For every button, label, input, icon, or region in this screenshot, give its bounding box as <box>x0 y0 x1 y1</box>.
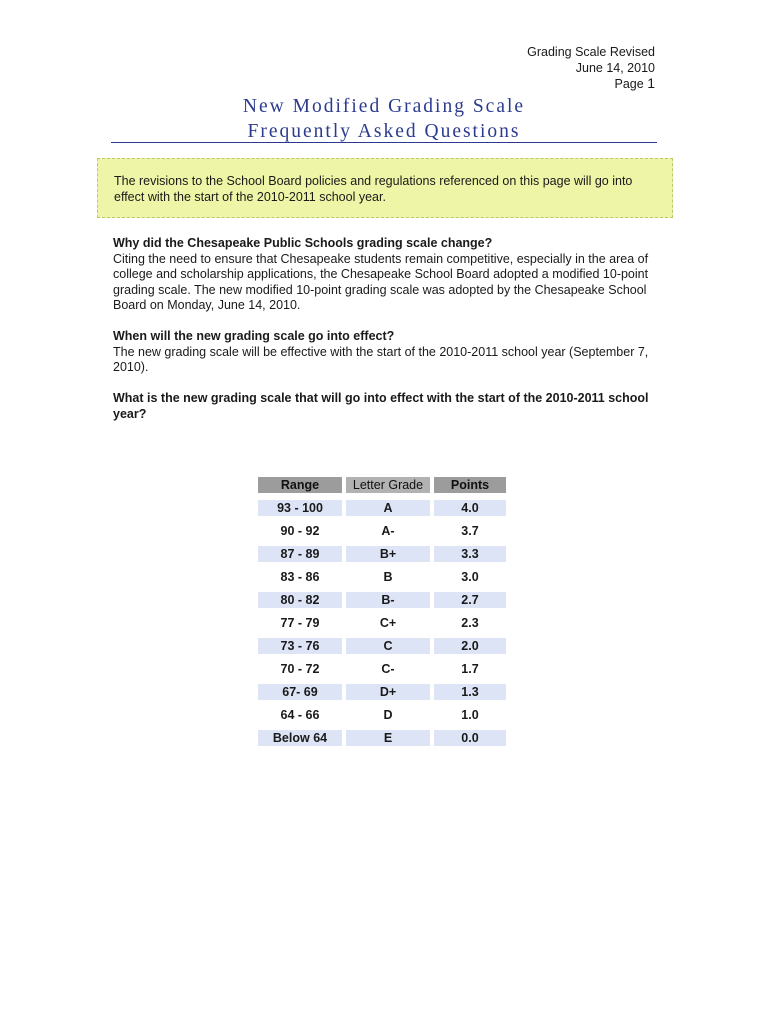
page-indicator <box>527 76 655 93</box>
table-row <box>258 638 506 654</box>
table-header-row <box>258 477 506 493</box>
faq-question: What is the new grading scale that will go into effect with the start of the 2010-2011 school year? <box>113 391 649 421</box>
cell-points: 1.0 <box>461 708 479 722</box>
cell-letter-grade: C <box>346 638 430 654</box>
grading-scale-table <box>254 470 510 753</box>
table-row <box>258 707 506 723</box>
cell-letter-grade: C+ <box>379 616 397 630</box>
table-row <box>258 684 506 700</box>
faq-item <box>113 391 658 422</box>
cell-letter-grade: E <box>346 730 430 746</box>
cell-points: 2.3 <box>461 616 479 630</box>
column-header-range: Range <box>258 477 342 493</box>
table-row <box>258 730 506 746</box>
cell-letter-grade: A- <box>381 524 395 538</box>
cell-points: 2.0 <box>434 638 506 654</box>
table-row <box>258 615 506 631</box>
column-header-points: Points <box>434 477 506 493</box>
cell-range: 64 - 66 <box>280 708 320 722</box>
notice-box <box>97 158 673 218</box>
cell-range: 73 - 76 <box>258 638 342 654</box>
notice-text: The revisions to the School Board policies and regulations referenced on this page will go into effect with the start of the 2010-2011 school year. <box>114 174 633 204</box>
cell-points: 0.0 <box>434 730 506 746</box>
table-row <box>258 546 506 562</box>
title-line-2: Frequently Asked Questions <box>247 121 521 142</box>
table-row <box>258 523 506 539</box>
table-row <box>258 500 506 516</box>
cell-letter-grade: D+ <box>346 684 430 700</box>
cell-range: 70 - 72 <box>280 662 320 676</box>
cell-letter-grade: B <box>383 570 393 584</box>
table-row <box>258 592 506 608</box>
cell-points: 1.3 <box>434 684 506 700</box>
cell-range: 77 - 79 <box>280 616 320 630</box>
faq-question: Why did the Chesapeake Public Schools grading scale change? <box>113 236 493 250</box>
column-header-letter-grade: Letter Grade <box>346 477 430 493</box>
faq-item <box>113 236 658 314</box>
document-date: June 14, 2010 <box>575 60 655 75</box>
cell-letter-grade: B- <box>346 592 430 608</box>
faq-answer: Citing the need to ensure that Chesapeake students remain competitive, especially in the area of college and scholarship applications, the Chesapeake School Board adopted a modified 10-point grading scale. The new modified 10-point grading scale was adopted by the Chesapeake School Board on Monday, June 14, 2010. <box>113 251 649 312</box>
faq-answer: The new grading scale will be effective with the start of the 2010-2011 school year (September 7, 2010). <box>113 344 649 374</box>
cell-range: 93 - 100 <box>258 500 342 516</box>
cell-range: Below 64 <box>258 730 342 746</box>
cell-points: 2.7 <box>434 592 506 608</box>
cell-letter-grade: A <box>346 500 430 516</box>
cell-range: 87 - 89 <box>258 546 342 562</box>
cell-range: 80 - 82 <box>258 592 342 608</box>
cell-range: 67- 69 <box>258 684 342 700</box>
faq-question: When will the new grading scale go into effect? <box>113 329 395 343</box>
table-row <box>258 569 506 585</box>
page-title <box>111 94 657 144</box>
title-line-1: New Modified Grading Scale <box>242 96 526 117</box>
cell-range: 83 - 86 <box>280 570 320 584</box>
page-prefix: Page <box>614 77 644 91</box>
cell-points: 4.0 <box>434 500 506 516</box>
faq-item <box>113 329 658 376</box>
cell-letter-grade: D <box>383 708 393 722</box>
document-label: Grading Scale Revised <box>527 45 655 59</box>
cell-points: 3.3 <box>434 546 506 562</box>
cell-range: 90 - 92 <box>280 524 320 538</box>
document-header <box>527 45 655 93</box>
page-number: 1 <box>647 75 655 91</box>
title-divider <box>111 142 657 143</box>
table-row <box>258 661 506 677</box>
cell-letter-grade: C- <box>381 662 395 676</box>
cell-points: 3.0 <box>461 570 479 584</box>
cell-points: 1.7 <box>461 662 479 676</box>
cell-letter-grade: B+ <box>346 546 430 562</box>
cell-points: 3.7 <box>461 524 479 538</box>
